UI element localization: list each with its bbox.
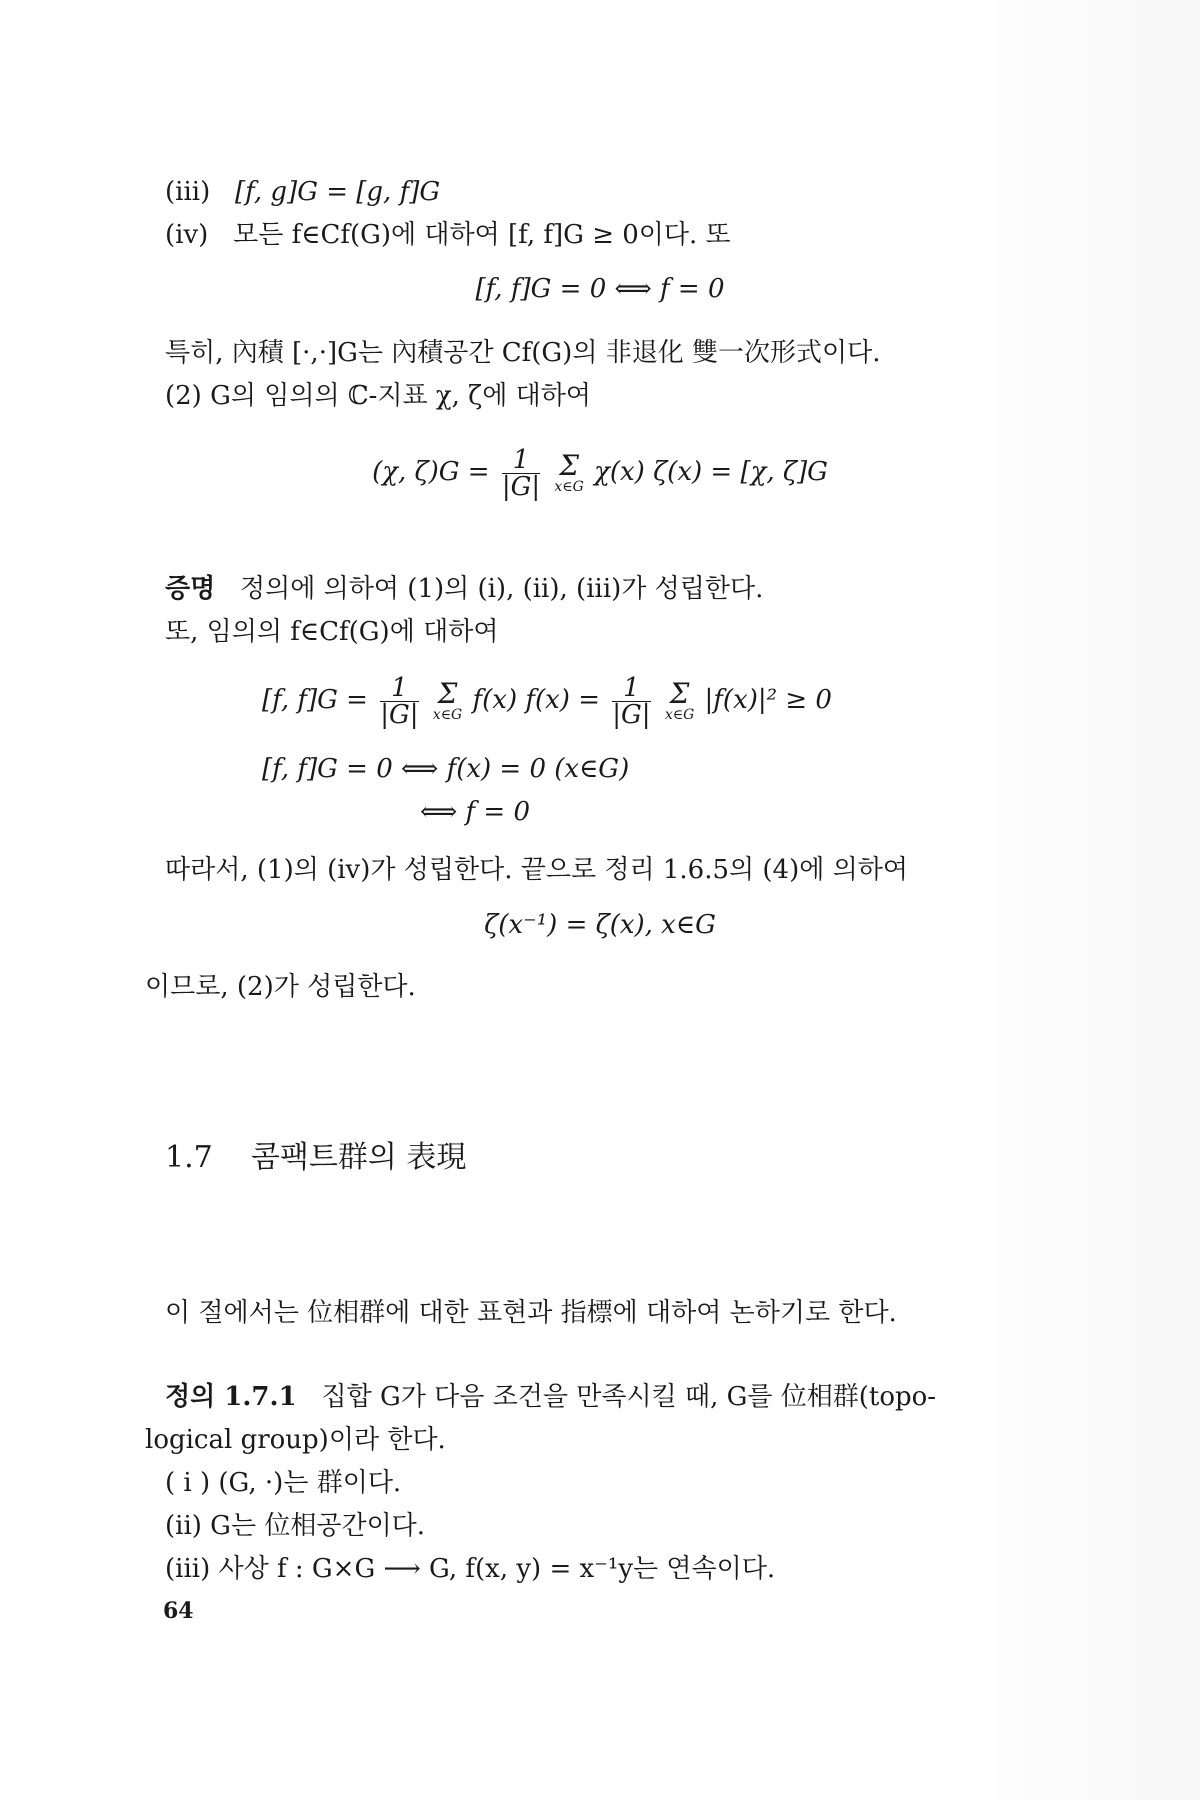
definition-label: 정의 1.7.1	[165, 1382, 297, 1412]
proof-equation-1	[262, 670, 832, 730]
item-2: (2) G의 임의의 ℂ-지표 χ, ζ에 대하여	[165, 381, 591, 411]
eq2-sum-sub: x∈G	[554, 479, 584, 495]
proof-line-4: 이므로, (2)가 성립한다.	[145, 972, 416, 1002]
item-iii-formula: [f, g]G = [g, f]G	[235, 177, 441, 207]
proof-equation-3: ⟺ f = 0	[420, 797, 531, 827]
page-shadow	[940, 0, 1200, 1800]
remark: 특히, 內積 [·,·]G는 內積공간 Cf(G)의 非退化 雙一次形式이다.	[165, 338, 881, 368]
peq1-frac2-den: |G|	[612, 699, 651, 730]
peq1-body-2: |f(x)|² ≥ 0	[704, 685, 832, 715]
peq1-mid: =	[578, 685, 600, 715]
definition-text: 집합 G가 다음 조건을 만족시킬 때, G를 位相群(topo-	[321, 1382, 937, 1412]
eq2-sum	[554, 449, 584, 495]
item-iv	[165, 218, 731, 252]
proof-equation-2: [f, f]G = 0 ⟺ f(x) = 0 (x∈G)	[262, 754, 630, 784]
peq1-sum-2	[664, 677, 695, 723]
section-heading	[165, 1138, 466, 1178]
proof-line-2: 또, 임의의 f∈Cf(G)에 대하여	[165, 617, 499, 647]
proof-line-3: 따라서, (1)의 (iv)가 성립한다. 끝으로 정리 1.6.5의 (4)에 의하여	[165, 855, 908, 885]
peq1-sum	[432, 677, 463, 723]
sigma-symbol: Σ	[669, 677, 690, 710]
item-iii-label: (iii)	[165, 177, 211, 207]
proof-text: 정의에 의하여 (1)의 (i), (ii), (iii)가 성립한다.	[240, 574, 764, 604]
proof-equation-4: ζ(x⁻¹) = ζ(x), x∈G	[484, 910, 716, 940]
sigma-symbol: Σ	[559, 449, 580, 482]
peq1-fraction	[380, 672, 419, 730]
eq2-body: χ(x) ζ(x)	[594, 457, 703, 487]
peq1-fraction-2	[612, 672, 651, 730]
section-number: 1.7	[165, 1140, 213, 1175]
peq1-sum2-sub: x∈G	[664, 707, 695, 723]
equation-iv: [f, f]G = 0 ⟺ f = 0	[475, 274, 725, 304]
peq1-frac-den: |G|	[380, 699, 419, 730]
item-iv-label: (iv)	[165, 220, 209, 250]
eq2-left: (χ, ζ)G =	[372, 457, 490, 487]
proof-heading: 증명	[165, 574, 216, 604]
item-iii	[165, 175, 440, 209]
peq1-frac2-num: 1	[612, 675, 650, 702]
definition-condition-ii: (ii) G는 位相공간이다.	[165, 1511, 426, 1541]
section-title: 콤팩트群의 表現	[250, 1140, 467, 1175]
item-iv-text: 모든 f∈Cf(G)에 대하여 [f, f]G ≥ 0이다. 또	[233, 220, 731, 250]
eq2-frac-num: 1	[502, 447, 540, 474]
definition-line-2: logical group)이라 한다.	[145, 1425, 446, 1455]
definition-condition-i: ( i ) (G, ·)는 群이다.	[165, 1468, 402, 1498]
peq1-body: f(x) f(x)	[472, 685, 570, 715]
definition-line-1	[165, 1380, 936, 1414]
peq1-sum-sub: x∈G	[432, 707, 463, 723]
eq2-frac-den: |G|	[501, 471, 541, 502]
equation-character-inner-product	[0, 442, 1200, 502]
page-number: 64	[163, 1598, 194, 1624]
eq2-fraction	[501, 444, 541, 502]
eq2-right: = [χ, ζ]G	[710, 457, 828, 487]
section-intro: 이 절에서는 位相群에 대한 표현과 指標에 대하여 논하기로 한다.	[165, 1298, 897, 1328]
definition-condition-iii: (iii) 사상 f : G×G ⟶ G, f(x, y) = x⁻¹y는 연속이다.	[165, 1554, 776, 1584]
peq1-frac-num: 1	[380, 675, 418, 702]
peq1-left: [f, f]G =	[262, 685, 368, 715]
sigma-symbol: Σ	[437, 677, 458, 710]
proof-line-1	[165, 572, 763, 606]
